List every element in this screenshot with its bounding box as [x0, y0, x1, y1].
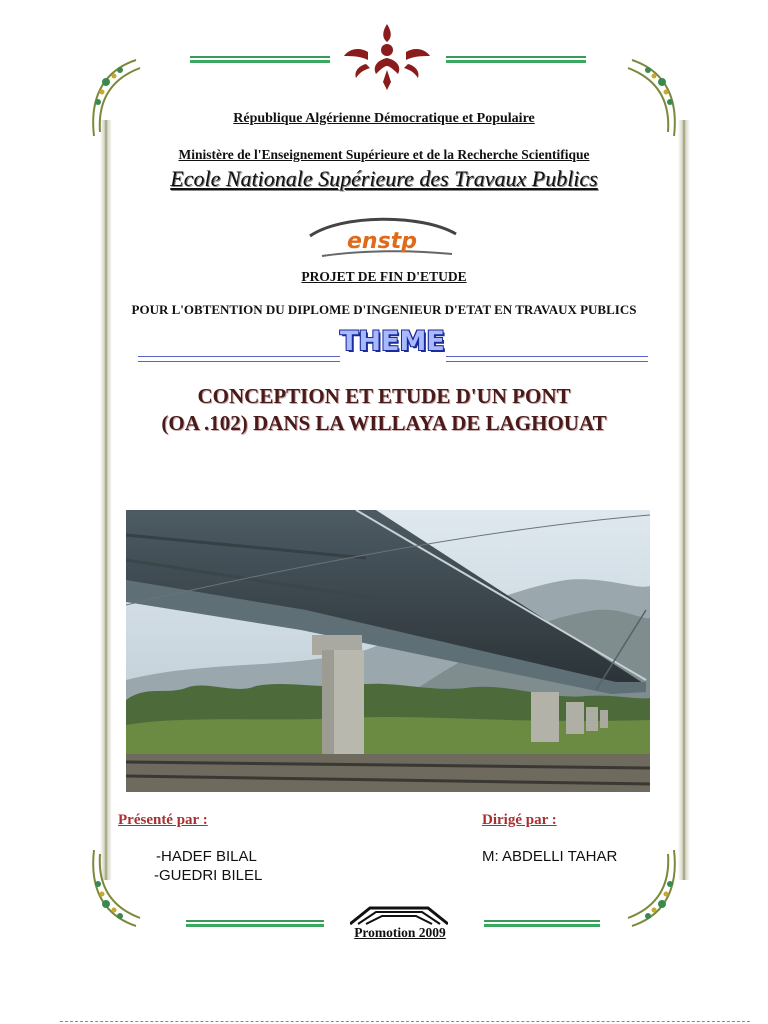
frame-left-border [100, 120, 112, 880]
ministry-heading: Ministère de l'Enseignement Supérieure et de la Recherche Scientifique [178, 147, 590, 162]
top-left-green-rule [190, 56, 330, 64]
promotion-bridge-icon [350, 904, 448, 926]
bridge-photo [126, 510, 650, 792]
corner-ornament-bottom-left-icon [86, 850, 150, 934]
promotion-year: Promotion 2009 [354, 925, 446, 940]
student-2-name: -GUEDRI BILEL [154, 867, 263, 884]
bottom-right-green-rule [484, 920, 600, 928]
thesis-title-line2: (OA .102) DANS LA WILLAYA DE LAGHOUAT [161, 411, 607, 435]
pfe-heading: PROJET DE FIN D'ETUDE [301, 269, 467, 284]
bottom-left-green-rule [186, 920, 324, 928]
corner-ornament-bottom-right-icon [618, 850, 682, 934]
logo-text: enstp [347, 229, 417, 254]
top-ornament-icon [338, 20, 436, 92]
republic-heading: République Algérienne Démocratique et Populaire [233, 111, 535, 126]
theme-rule-left [138, 356, 340, 362]
student-1-name: -HADEF BILAL [156, 848, 257, 865]
diploma-heading: POUR L'OBTENTION DU DIPLOME D'INGENIEUR D'ETAT EN TRAVAUX PUBLICS [131, 302, 637, 317]
school-name: Ecole Nationale Supérieure des Travaux Publics [170, 166, 598, 191]
theme-label: THEME [340, 326, 445, 357]
frame-right-border [678, 120, 690, 880]
directed-by-label: Dirigé par : [482, 812, 557, 828]
enstp-logo [302, 212, 462, 262]
theme-rule-right [446, 356, 648, 362]
bottom-dashed-line [60, 1021, 750, 1022]
top-right-green-rule [446, 56, 586, 64]
supervisor-name: M: ABDELLI TAHAR [482, 848, 618, 865]
thesis-title-line1: CONCEPTION ET ETUDE D'UN PONT [197, 384, 571, 408]
presented-by-label: Présenté par : [118, 812, 208, 828]
